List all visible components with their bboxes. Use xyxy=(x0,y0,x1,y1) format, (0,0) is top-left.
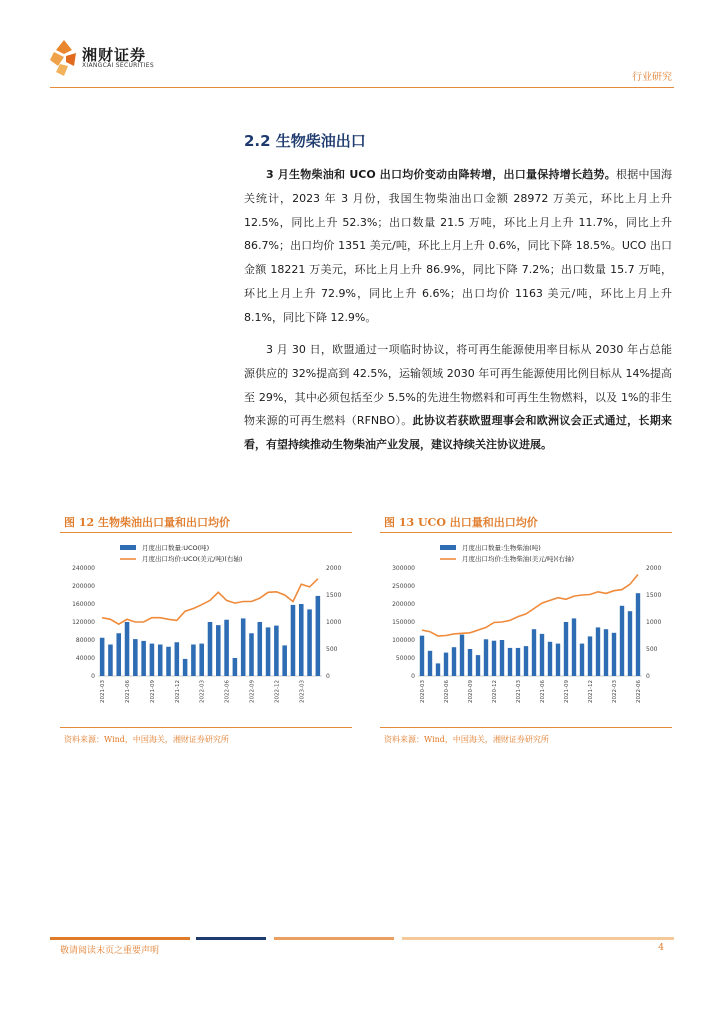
figure-13-title: 图 13 UCO 出口量和出口均价 xyxy=(384,516,538,529)
section-title: 2.2 生物柴油出口 xyxy=(244,132,366,150)
x-tick-label: 2022-06 xyxy=(636,680,642,703)
x-tick-label: 2023-03 xyxy=(299,680,306,703)
bar xyxy=(436,663,440,676)
x-tick-label: 2022-12 xyxy=(274,680,281,703)
bar xyxy=(636,593,640,676)
footer-disclaimer-note: 敬请阅读末页之重要声明 xyxy=(60,946,160,956)
bar xyxy=(141,641,146,676)
page-number: 4 xyxy=(658,943,664,953)
bar xyxy=(158,645,163,677)
x-tick-label: 2022-03 xyxy=(612,680,618,703)
legend-bar-swatch xyxy=(440,545,456,550)
figure-13-bottom-rule xyxy=(380,727,672,728)
bar xyxy=(596,627,600,676)
bar xyxy=(208,622,213,676)
logo-text-en: XIANGCAI SECURITIES xyxy=(82,62,154,69)
figure-12-bottom-rule xyxy=(60,727,352,728)
bar xyxy=(484,639,488,676)
legend-label-line: 月度出口均价:UCO(美元/吨)(右轴) xyxy=(142,555,243,563)
x-tick-label: 2022-09 xyxy=(249,680,256,703)
y-left-tick-label: 240000 xyxy=(72,565,95,572)
figure-13-source: 资料来源：Wind，中国海关，湘财证券研究所 xyxy=(384,735,549,744)
x-tick-label: 2021-06 xyxy=(540,680,546,703)
y-left-tick-label: 150000 xyxy=(392,619,415,626)
figure-13-chart xyxy=(380,538,672,718)
figure-12-top-rule xyxy=(60,532,352,533)
bar xyxy=(428,651,432,676)
x-tick-label: 2020-06 xyxy=(444,680,450,703)
bar xyxy=(420,636,424,676)
figure-12-title: 图 12 生物柴油出口量和出口均价 xyxy=(64,516,230,529)
bar xyxy=(183,659,188,676)
bar xyxy=(500,640,504,676)
bar xyxy=(620,606,624,676)
paragraph-1-lead: 3 月生物柴油和 UCO 出口均价变动由降转增，出口量保持增长趋势。 xyxy=(266,168,616,181)
bar xyxy=(468,649,472,676)
y-right-tick-label: 2000 xyxy=(326,565,342,572)
bar xyxy=(224,620,229,676)
y-right-tick-label: 1000 xyxy=(646,619,662,626)
bar xyxy=(291,605,296,676)
bar xyxy=(532,629,536,676)
price-line xyxy=(102,579,318,624)
legend-label-bar: 月度出口数量:UCO(吨) xyxy=(142,544,210,552)
figure-13-top-rule xyxy=(380,532,672,533)
x-tick-label: 2020-03 xyxy=(420,680,426,703)
x-tick-label: 2021-09 xyxy=(149,680,156,703)
bar xyxy=(150,644,155,676)
paragraph-2-conclusion: 此协议若获欧盟理事会和欧洲议会正式通过，长期来看，有望持续推动生物柴油产业发展，建议持续关注协议进展。 xyxy=(244,414,672,452)
x-tick-label: 2021-09 xyxy=(564,680,570,703)
bar xyxy=(556,644,560,676)
y-right-tick-label: 500 xyxy=(326,646,338,653)
x-tick-label: 2022-03 xyxy=(199,680,206,703)
legend-label-bar: 月度出口数量:生物柴油(吨) xyxy=(462,544,541,552)
header-divider xyxy=(50,87,674,88)
bar xyxy=(316,596,321,676)
y-right-tick-label: 1000 xyxy=(326,619,342,626)
y-left-tick-label: 0 xyxy=(411,673,415,680)
bar xyxy=(166,647,171,676)
bar xyxy=(628,611,632,676)
company-logo xyxy=(50,40,180,76)
legend-bar-swatch xyxy=(120,545,136,550)
bar xyxy=(452,647,456,676)
paragraph-1-body: 根据中国海关统计，2023 年 3 月份，我国生物柴油出口金额 28972 万美元，环比上月上升 12.5%，同比上升 52.3%；出口数量 21.5 万吨，环比上月上升 11.7%，同比上升 86.7%；出口均价 1351 美元/吨，环比上月上升 0.6%，同比下降 18.5%。UCO 出口金额 18221 万美元，环比上月上升 86.9%，同比下降 7.2%；出口数量 15.7 万吨，环比上月上升 72.9%，同比上升 6.6%；出口均价 1163 美元/吨，环比上月上升 8.1%，同比下降 12.9%。 xyxy=(244,168,672,324)
bar xyxy=(612,633,616,676)
document-type-label: 行业研究 xyxy=(632,72,672,83)
x-tick-label: 2021-12 xyxy=(174,680,181,703)
y-left-tick-label: 160000 xyxy=(72,601,95,608)
y-left-tick-label: 80000 xyxy=(75,637,95,644)
bar xyxy=(266,627,271,676)
x-tick-label: 2021-03 xyxy=(100,680,107,703)
bar xyxy=(100,638,105,676)
y-right-tick-label: 500 xyxy=(646,646,658,653)
bar xyxy=(492,641,496,676)
y-right-tick-label: 0 xyxy=(326,673,330,680)
y-right-tick-label: 2000 xyxy=(646,565,662,572)
bar xyxy=(249,633,254,676)
bar xyxy=(191,645,196,677)
x-tick-label: 2020-12 xyxy=(492,680,498,703)
y-left-tick-label: 40000 xyxy=(75,655,95,662)
y-left-tick-label: 200000 xyxy=(72,583,95,590)
bar xyxy=(548,642,552,676)
x-tick-label: 2021-06 xyxy=(125,680,132,703)
bar xyxy=(274,626,279,676)
figure-12-source: 资料来源：Wind，中国海关，湘财证券研究所 xyxy=(64,735,229,744)
bar xyxy=(241,618,246,676)
y-left-tick-label: 100000 xyxy=(392,637,415,644)
paragraph-1 xyxy=(244,163,672,330)
x-tick-label: 2020-09 xyxy=(468,680,474,703)
logo-mark-icon xyxy=(50,40,78,76)
bar xyxy=(604,629,608,676)
y-left-tick-label: 250000 xyxy=(392,583,415,590)
y-right-tick-label: 0 xyxy=(646,673,650,680)
bar xyxy=(307,609,312,676)
bar xyxy=(572,618,576,676)
price-line xyxy=(422,575,638,637)
bar xyxy=(540,634,544,676)
bar xyxy=(580,644,584,676)
legend-label-line: 月度出口均价:生物柴油(美元/吨)(右轴) xyxy=(462,555,575,563)
bar xyxy=(444,653,448,676)
figure-13-svg xyxy=(380,538,672,718)
y-right-tick-label: 1500 xyxy=(326,592,342,599)
bar xyxy=(460,635,464,676)
x-tick-label: 2021-12 xyxy=(588,680,594,703)
y-left-tick-label: 50000 xyxy=(395,655,415,662)
bar xyxy=(125,622,130,676)
paragraph-2 xyxy=(244,338,672,457)
figure-12-svg xyxy=(60,538,352,718)
bar xyxy=(108,645,113,677)
bar xyxy=(524,646,528,676)
footer-color-bar xyxy=(50,937,674,940)
y-left-tick-label: 300000 xyxy=(392,565,415,572)
figure-12-chart xyxy=(60,538,352,718)
y-left-tick-label: 0 xyxy=(91,673,95,680)
bar xyxy=(216,625,221,676)
bar xyxy=(476,655,480,676)
bar xyxy=(282,645,287,676)
bar xyxy=(508,648,512,676)
x-tick-label: 2021-03 xyxy=(516,680,522,703)
bar xyxy=(516,648,520,676)
x-tick-label: 2022-06 xyxy=(224,680,231,703)
y-left-tick-label: 120000 xyxy=(72,619,95,626)
y-right-tick-label: 1500 xyxy=(646,592,662,599)
bar xyxy=(257,622,262,676)
bar xyxy=(116,633,121,676)
y-left-tick-label: 200000 xyxy=(392,601,415,608)
logo-text-cn: 湘财证券 xyxy=(82,46,147,64)
bar xyxy=(133,639,138,676)
bar xyxy=(588,636,592,676)
bar xyxy=(233,658,238,676)
paragraph-2-body: 3 月 30 日，欧盟通过一项临时协议，将可再生能源使用率目标从 2030 年占总能源供应的 32%提高到 42.5%，运输领域 2030 年可再生能源使用比例目标从 14%提高至 29%，其中必须包括至少 5.5%的先进生物燃料和可再生生物燃料，以及 1%的非生物来源的可再生燃料（RFNBO）。 xyxy=(244,343,672,428)
bar xyxy=(564,622,568,676)
bar xyxy=(299,604,304,676)
bar xyxy=(175,642,180,676)
bar xyxy=(199,644,204,676)
